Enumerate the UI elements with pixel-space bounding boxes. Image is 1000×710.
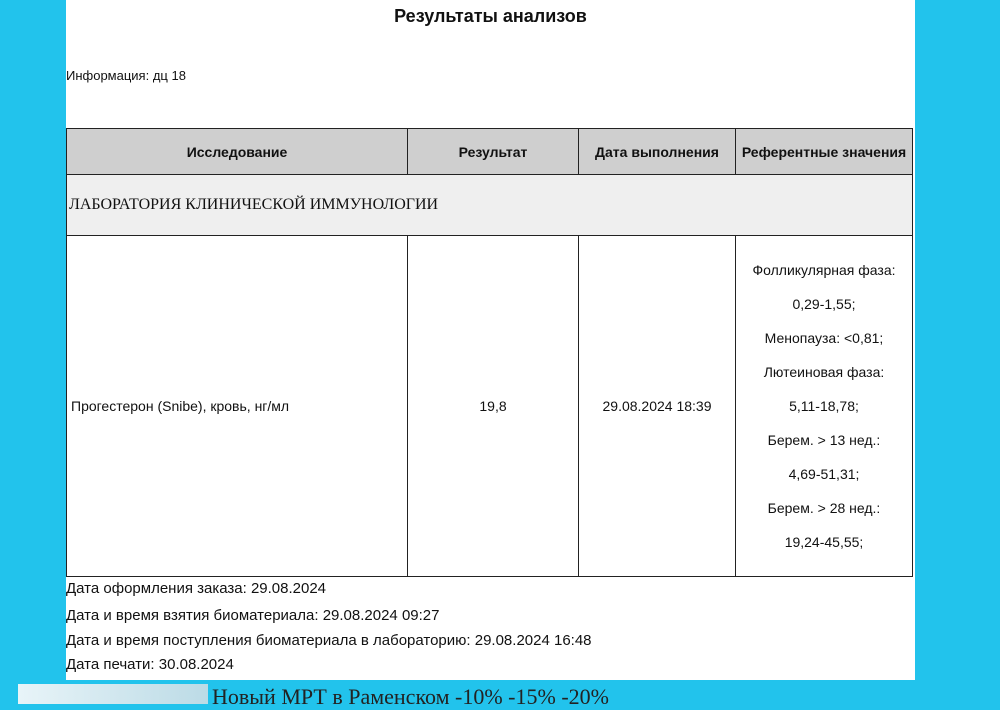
ref-line: 4,69-51,31; xyxy=(788,466,860,482)
info-line: Информация: дц 18 xyxy=(66,68,186,83)
header-test: Исследование xyxy=(67,129,408,175)
ref-line: Фолликулярная фаза: xyxy=(752,262,896,278)
table-header xyxy=(67,129,913,175)
results-document xyxy=(66,0,915,680)
ref-line: 5,11-18,78; xyxy=(789,398,859,414)
sample-received-date: Дата и время поступления биоматериала в лабораторию: 29.08.2024 16:48 xyxy=(66,632,592,649)
page-title: Результаты анализов xyxy=(394,6,587,26)
print-date: Дата печати: 30.08.2024 xyxy=(66,656,234,673)
table-row xyxy=(67,236,913,577)
order-date: Дата оформления заказа: 29.08.2024 xyxy=(66,580,327,597)
ref-line: Менопауза: <0,81; xyxy=(764,330,884,346)
header-result: Результат xyxy=(408,129,579,175)
header-date: Дата выполнения xyxy=(579,129,736,175)
section-row xyxy=(67,175,913,236)
ref-line: Берем. > 28 нед.: xyxy=(767,500,881,516)
section-title: ЛАБОРАТОРИЯ КЛИНИЧЕСКОЙ ИММУНОЛОГИИ xyxy=(67,175,913,236)
test-date: 29.08.2024 18:39 xyxy=(579,236,736,577)
results-table xyxy=(66,128,913,577)
ref-line: 0,29-1,55; xyxy=(792,296,856,312)
sample-taken-date: Дата и время взятия биоматериала: 29.08.2024 09:27 xyxy=(66,607,440,624)
ref-line: Берем. > 13 нед.: xyxy=(767,432,881,448)
test-result: 19,8 xyxy=(408,236,579,577)
reference-values xyxy=(736,236,913,577)
ref-line: Лютеиновая фаза: xyxy=(763,364,885,380)
test-name: Прогестерон (Snibe), кровь, нг/мл xyxy=(67,236,408,577)
header-reference: Референтные значения xyxy=(736,129,913,175)
ad-image[interactable] xyxy=(18,684,208,704)
ad-banner-text[interactable]: Новый МРТ в Раменском -10% -15% -20% xyxy=(212,684,609,709)
ref-line: 19,24-45,55; xyxy=(784,534,864,550)
